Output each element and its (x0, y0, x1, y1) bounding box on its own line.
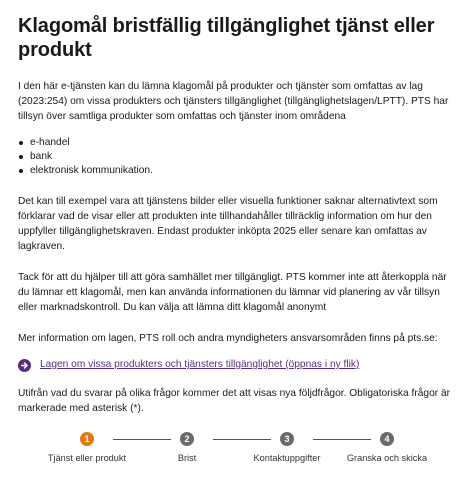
more-info-text: Mer information om lagen, PTS roll och andra myndigheters ansvarsområden finns på pts.se: (18, 333, 438, 344)
step-label: Tjänst eller produkt (47, 453, 127, 463)
list-item: e-handel (18, 136, 456, 150)
instructions-text: Utifrån vad du svarar på olika frågor kommer det att visas nya följdfrågor. Obligatoriska frågor är markerade med asterisk (*). (18, 388, 451, 414)
thanks-text: Tack för att du hjälper till att göra samhället mer tillgängligt. PTS kommer inte att återkoppla när du lämnar ett klagomål, men kan använda informationen du lämnar vid planering av vår tillsyn eller marknadskontroll. Du kan välja att lämna ditt klagomål anonymt (18, 272, 447, 313)
step-label: Brist (177, 453, 197, 463)
list-item: elektronisk kommunikation. (18, 164, 456, 178)
step-number: 4 (380, 432, 394, 446)
step-deficiency (137, 432, 237, 463)
example-text: Det kan till exempel vara att tjänstens bilder eller visuella funktioner saknar alternativtext som förklarar vad de visar eller att produkten inte tillhandahåller tillräcklig information om hur den uppfyller tillgänglighetskraven. Endast produkter inköpta 2025 eller senare kan omfattas av lagkraven. (18, 196, 438, 252)
arrow-right-circle-icon (18, 359, 31, 372)
page-title: Klagomål bristfällig tillgänglighet tjänst eller produkt (18, 15, 435, 61)
law-link[interactable]: Lagen om vissa produkters och tjänsters tillgänglighet (öppnas i ny flik) (40, 359, 360, 370)
step-service-or-product (37, 432, 137, 463)
step-label: Granska och skicka (346, 453, 428, 463)
areas-list (18, 136, 456, 178)
step-label: Kontaktuppgifter (253, 453, 321, 463)
list-item: bank (18, 150, 456, 164)
step-number: 2 (180, 432, 194, 446)
intro-text: I den här e-tjänsten kan du lämna klagomål på produkter och tjänster som omfattas av lag (2023:254) om vissa produkters och tjänsters tillgänglighet (tillgänglighetslagen/LPTT). PTS har tillsyn över samtliga produkter som omfattas och tjänster inom områdena (18, 81, 449, 122)
step-number: 3 (280, 432, 294, 446)
step-contact-details (237, 432, 337, 463)
law-link-row[interactable] (18, 358, 456, 372)
step-review-and-send (337, 432, 437, 463)
progress-stepper (18, 432, 456, 480)
step-number: 1 (80, 432, 94, 446)
